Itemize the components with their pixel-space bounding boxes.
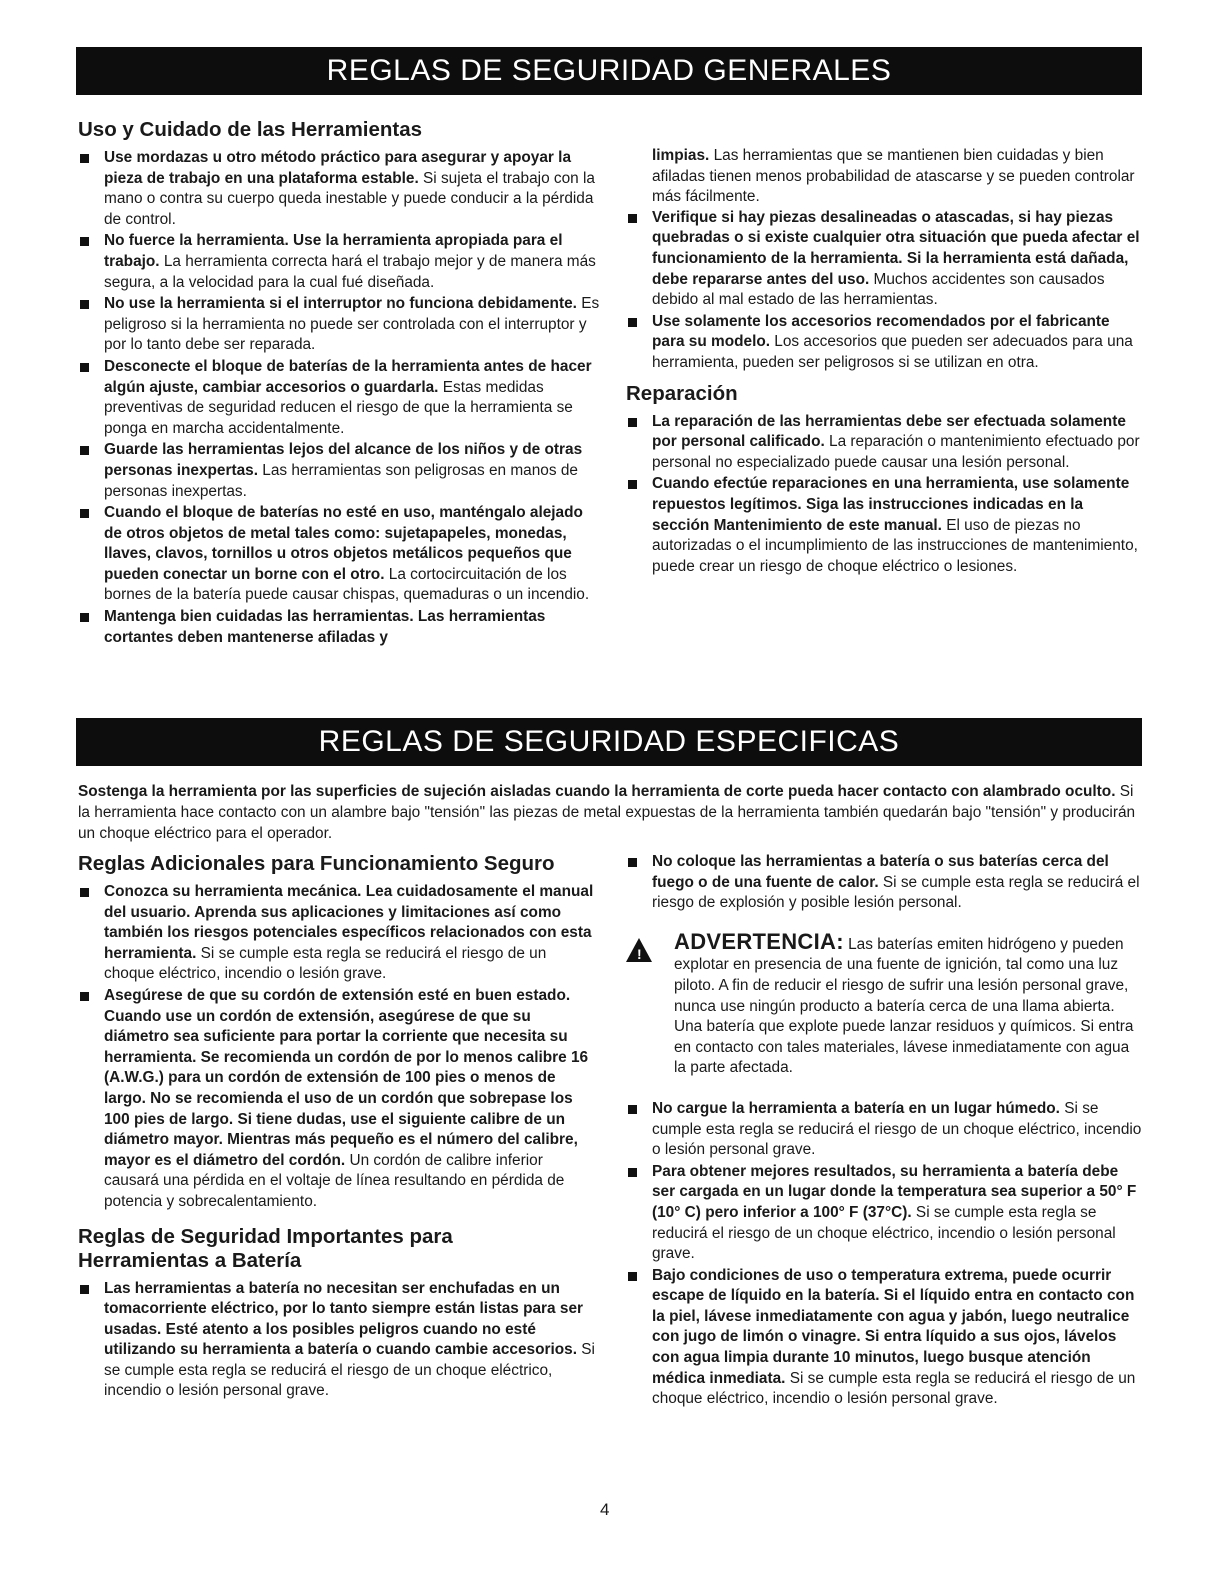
square-bullet-icon bbox=[628, 480, 637, 489]
heading-adicionales: Reglas Adicionales para Funcionamiento Seguro bbox=[78, 852, 555, 875]
rule-bold-text: Para obtener mejores resultados, su herramienta a batería debe ser cargada en un lugar donde la temperatura sea superior a 50° F (10° C) pero inferior a 100° F (37°C). bbox=[652, 1162, 1137, 1221]
rule-bold-text: Bajo condiciones de uso o temperatura extrema, puede ocurrir escape de líquido en la batería. Si el líquido entra en contacto con la piel, lávese inmediatamente con agua y jabón, luego neutralice con jugo de limón o vinagre. Si entra líquido a sus ojos, lávelos con agua limpia durante 10 minutos, luego busque atención médica inmediata. bbox=[652, 1266, 1135, 1387]
warning-triangle-icon: ! bbox=[626, 938, 652, 962]
rule-list-adicionales bbox=[78, 882, 600, 1213]
rule-text: Si se cumple esta regla se reducirá el riesgo de un choque eléctrico, incendio o lesión personal grave. bbox=[104, 1341, 595, 1400]
rule-bold-text: Verifique si hay piezas desalineadas o atascadas, si hay piezas quebradas o si existe cualquier otra situación que pueda afectar el funcionamiento de la herramienta. Si la herramienta está dañada, debe repararse antes del uso. bbox=[652, 208, 1140, 288]
continued-rule bbox=[626, 146, 1142, 208]
square-bullet-icon bbox=[628, 214, 637, 223]
rule-text: Si se cumple esta regla se reducirá el riesgo de un choque eléctrico, incendio o lesión personal grave. bbox=[652, 1203, 1116, 1263]
rule-bold-text: Las herramientas a batería no necesitan ser enchufadas en un tomacorriente eléctrico, por lo tanto siempre están listas para ser usadas. Esté atento a los posibles peligros cuando no esté utilizando su herramienta a batería o cuando cambie accesorios. bbox=[104, 1279, 583, 1359]
warning-box bbox=[626, 928, 1142, 1079]
rule-bold-text: Cuando el bloque de baterías no esté en uso, manténgalo alejado de otros objetos de metal tales como: sujetapapeles, monedas, llaves, clavos, tornillos u otros objetos metálicos pequeños que pueden conectar un borne con el otro. bbox=[104, 504, 583, 583]
square-bullet-icon bbox=[80, 237, 89, 246]
rule-bold-text: Guarde las herramientas lejos del alcance de los niños y de otras personas inexpertas. bbox=[104, 441, 583, 479]
rule-bold-text: Use solamente los accesorios recomendados por el fabricante para su modelo. bbox=[652, 312, 1110, 351]
intro-text: Si la herramienta hace contacto con un alambre bajo "tensión" las piezas de metal expuestas de la herramienta también quedarán bajo "tensión" y producirán un choque eléctrico para el operador. bbox=[78, 783, 1136, 842]
rule-bold-text: No cargue la herramienta a batería en un lugar húmedo. bbox=[652, 1099, 1060, 1117]
rule-text: La cortocircuitación de los bornes de la batería puede causar chispas, quemaduras o un incendio. bbox=[104, 565, 590, 604]
rule-list-bateria bbox=[78, 1279, 600, 1403]
rule-text: Si se cumple esta regla se reducirá el riesgo de explosión y posible lesión personal. bbox=[652, 873, 1140, 912]
heading-uso: Uso y Cuidado de las Herramientas bbox=[78, 118, 423, 141]
square-bullet-icon bbox=[80, 509, 89, 518]
rule-text: Si se cumple esta regla se reducirá el riesgo de un choque eléctrico, incendio o lesión grave. bbox=[104, 944, 547, 983]
square-bullet-icon bbox=[628, 1272, 637, 1281]
rule-item bbox=[78, 986, 600, 1213]
warning-title: ADVERTENCIA: bbox=[674, 928, 844, 954]
rule-text: Muchos accidentes son causados debido al mal estado de las herramientas. bbox=[652, 270, 1105, 309]
warning-text: Las baterías emiten hidrógeno y pueden explotar en presencia de una fuente de ignición, tal como una luz piloto. A fin de reducir el riesgo de sufrir una lesión personal grave, nunca use ningún producto a batería cerca de una llama abierta. Una batería que explote puede lanzar residuos y químicos. Si entra en contacto con tales materiales, lávese inmediatamente con agua la parte afectada. bbox=[674, 935, 1134, 1077]
square-bullet-icon bbox=[80, 363, 89, 372]
heading-bateria: Reglas de Seguridad Importantes para Herramientas a Batería bbox=[78, 1224, 453, 1272]
rule-bold-text: No fuerce la herramienta. Use la herramienta apropiada para el trabajo. bbox=[104, 232, 563, 270]
rule-item bbox=[626, 208, 1142, 311]
rule-item bbox=[626, 1162, 1142, 1265]
rule-bold-text: Asegúrese de que su cordón de extensión esté en buen estado. Cuando use un cordón de extensión, asegúrese de que su diámetro sea suficiente para portar la corriente que necesita su herramienta. Se recomienda un cordón de por lo menos calibre 16 (A.W.G.) para un cordón de extensión de 100 pies o menos de largo. No se recomienda el uso de un cordón que sobrepase los 100 pies de largo. Si tiene dudas, use el siguiente calibre de un diámetro mayor. Mientras más pequeño es el número del calibre, mayor es el diámetro del cordón. bbox=[104, 986, 589, 1169]
rule-bold-text: Conozca su herramienta mecánica. Lea cuidadosamente el manual del usuario. Aprenda sus aplicaciones y limitaciones así como también los riesgos potenciales específicos relacionados con esta herramienta. bbox=[104, 883, 594, 962]
rule-item bbox=[78, 231, 600, 293]
column-adicionales bbox=[78, 852, 600, 1403]
square-bullet-icon bbox=[80, 613, 89, 622]
rule-text: El uso de piezas no autorizadas o el incumplimiento de las instrucciones de mantenimiento, puede crear un riesgo de choque eléctrico o lesiones. bbox=[652, 516, 1138, 575]
square-bullet-icon bbox=[628, 1105, 637, 1114]
rule-bold-text: Desconecte el bloque de baterías de la herramienta antes de hacer algún ajuste, cambiar accesorios o guardarla. bbox=[104, 357, 592, 396]
rule-bold-text: No coloque las herramientas a batería o sus baterías cerca del fuego o de una fuente de calor. bbox=[652, 853, 1109, 891]
rule-list-reparacion bbox=[626, 412, 1142, 578]
rule-bold-text: Cuando efectúe reparaciones en una herramienta, use solamente repuestos legítimos. Siga las instrucciones indicadas en la sección Mantenimiento de este manual. bbox=[652, 475, 1130, 534]
section-banner-specific: REGLAS DE SEGURIDAD ESPECIFICAS bbox=[76, 718, 1142, 766]
rule-item bbox=[626, 1266, 1142, 1410]
rule-text: Si se cumple esta regla se reducirá el riesgo de un choque eléctrico, incendio o lesión personal grave. bbox=[652, 1099, 1142, 1159]
column-uso-cont bbox=[626, 146, 1142, 578]
square-bullet-icon bbox=[80, 154, 89, 163]
rule-text: Estas medidas preventivas de seguridad reducen el riesgo de que la herramienta se ponga en marcha accidentalmente. bbox=[104, 378, 573, 437]
rule-list-bateria-3 bbox=[626, 1099, 1142, 1410]
rule-list-uso-2 bbox=[626, 208, 1142, 374]
intro-bold: Sostenga la herramienta por las superficies de sujeción aisladas cuando la herramienta de corte pueda hacer contacto con alambrado oculto. bbox=[78, 783, 1116, 800]
rule-item bbox=[626, 474, 1142, 577]
rule-item bbox=[626, 412, 1142, 474]
rule-text: Los accesorios que pueden ser adecuados para una herramienta, pueden ser peligrosos si se utilizan en otra. bbox=[652, 333, 1133, 371]
rule-item bbox=[78, 503, 600, 606]
rule-list-bateria-2 bbox=[626, 852, 1142, 914]
heading-reparacion: Reparación bbox=[626, 381, 738, 405]
rule-bold-text: Use mordazas u otro método práctico para asegurar y apoyar la pieza de trabajo en una plataforma estable. bbox=[104, 149, 572, 187]
rule-item bbox=[626, 312, 1142, 374]
rule-bold-text: La reparación de las herramientas debe ser efectuada solamente por personal calificado. bbox=[652, 412, 1126, 451]
intro-paragraph bbox=[78, 781, 1142, 844]
column-uso bbox=[78, 118, 600, 649]
rule-text: Si sujeta el trabajo con la mano o contra su cuerpo queda inestable y puede conducir a la pérdida de control. bbox=[104, 169, 595, 228]
column-bateria-cont bbox=[626, 852, 1142, 1411]
square-bullet-icon bbox=[80, 992, 89, 1001]
continued-text: Las herramientas que se mantienen bien cuidadas y bien afiladas tienen menos probabilidad de atascarse y se pueden controlar más fácilmente. bbox=[652, 147, 1135, 206]
square-bullet-icon bbox=[628, 1168, 637, 1177]
rule-text: Si se cumple esta regla se reducirá el riesgo de un choque eléctrico, incendio o lesión personal grave. bbox=[652, 1369, 1136, 1408]
square-bullet-icon bbox=[80, 1285, 89, 1294]
square-bullet-icon bbox=[80, 446, 89, 455]
section-banner-general: REGLAS DE SEGURIDAD GENERALES bbox=[76, 47, 1142, 95]
rule-bold-text: No use la herramienta si el interruptor no funciona debidamente. bbox=[104, 295, 577, 313]
rule-text: Un cordón de calibre inferior causará una pérdida en el voltaje de línea resultando en pérdida de potencia y sobrecalentamiento. bbox=[104, 1151, 565, 1210]
square-bullet-icon bbox=[628, 418, 637, 427]
page-number: 4 bbox=[600, 1500, 610, 1519]
rule-item bbox=[626, 1099, 1142, 1161]
rule-item bbox=[78, 357, 600, 439]
rule-item bbox=[78, 294, 600, 356]
rule-bold-text: Mantenga bien cuidadas las herramientas. Las herramientas cortantes deben mantenerse afiladas y bbox=[104, 608, 546, 646]
square-bullet-icon bbox=[628, 318, 637, 327]
rule-item bbox=[78, 882, 600, 985]
rule-text: La reparación o mantenimiento efectuado por personal no especializado puede causar una lesión personal. bbox=[652, 433, 1140, 471]
rule-item bbox=[78, 440, 600, 502]
rule-list-uso bbox=[78, 148, 600, 648]
square-bullet-icon bbox=[628, 858, 637, 867]
rule-item bbox=[78, 148, 600, 230]
rule-item bbox=[78, 607, 600, 648]
rule-item bbox=[626, 852, 1142, 914]
rule-text: La herramienta correcta hará el trabajo mejor y de manera más segura, a la velocidad para la cual fué diseñada. bbox=[104, 252, 596, 291]
continued-bold: limpias. bbox=[652, 147, 710, 164]
square-bullet-icon bbox=[80, 888, 89, 897]
rule-text: Las herramientas son peligrosas en manos de personas inexpertas. bbox=[104, 461, 578, 500]
rule-item bbox=[78, 1279, 600, 1403]
rule-text: Es peligroso si la herramienta no puede ser controlada con el interruptor y por lo tanto debe ser reparada. bbox=[104, 295, 600, 354]
square-bullet-icon bbox=[80, 300, 89, 309]
